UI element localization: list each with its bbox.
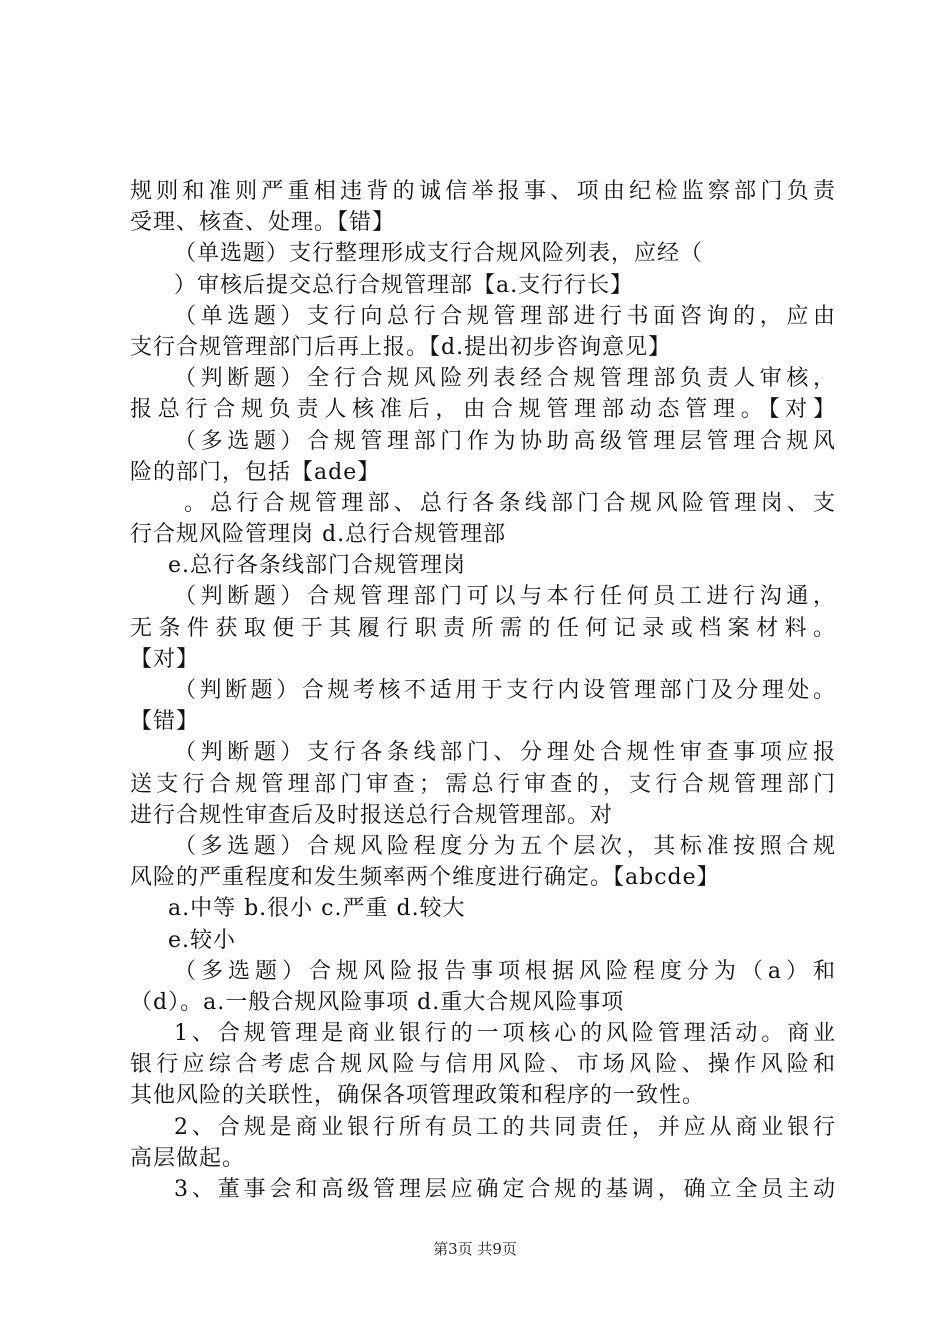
text-line: 送支行合规管理部门审查；需总行审查的，支行合规管理部门 <box>130 771 836 797</box>
text-line: 3、董事会和高级管理层应确定合规的基调，确立全员主动 <box>174 1177 836 1202</box>
text-line: 受理、核查、处理。【错】 <box>130 210 396 236</box>
text-line: 银行应综合考虑合规风险与信用风险、市场风险、操作风险和 <box>130 1052 836 1078</box>
text-line: （多选题）合规风险报告事项根据风险程度分为（a）和 <box>174 958 836 984</box>
text-line: （多选题）合规管理部门作为协助高级管理层管理合规风 <box>174 428 836 454</box>
text-line: 无条件获取便于其履行职责所需的任何记录或档案材料。 <box>130 615 836 641</box>
text-line: 进行合规性审查后及时报送总行合规管理部。对 <box>130 802 614 828</box>
text-line: 行合规风险管理岗 d.总行合规管理部 <box>130 522 507 548</box>
text-line: 规则和准则严重相违背的诚信举报事、项由纪检监察部门负责 <box>130 179 836 204</box>
text-line: 险的部门，包括【ade】 <box>130 459 381 485</box>
text-line: 支行合规管理部门后再上报。【d.提出初步咨询意见】 <box>130 334 672 360</box>
text-line: 【错】 <box>130 709 200 735</box>
text-line: 。总行合规管理部、总行各条线部门合规风险管理岗、支 <box>184 490 836 516</box>
text-line: 1、合规管理是商业银行的一项核心的风险管理活动。商业 <box>174 1021 836 1047</box>
text-line: e.总行各条线部门合规管理岗 <box>168 553 467 579</box>
body-text <box>130 176 836 1205</box>
text-line: 报总行合规负责人核准后，由合规管理部动态管理。【对】 <box>130 397 836 423</box>
text-line: （单选题）支行整理形成支行合规风险列表，应经（ <box>174 241 704 267</box>
text-line: （判断题）支行各条线部门、分理处合规性审查事项应报 <box>174 740 836 766</box>
page-footer: 第3页 共9页 <box>433 1240 517 1258</box>
text-line: a.中等 b.很小 c.严重 d.较大 <box>168 896 466 922</box>
text-line: e.较小 <box>168 927 237 953</box>
text-line: 2、合规是商业银行所有员工的共同责任，并应从商业银行 <box>174 1114 836 1140</box>
text-line: （判断题）合规管理部门可以与本行任何员工进行沟通， <box>174 584 836 610</box>
text-line: 风险的严重程度和发生频率两个维度进行确定。【abcde】 <box>130 865 720 891</box>
text-line: （判断题）全行合规风险列表经合规管理部负责人审核， <box>174 366 836 392</box>
text-line: 高层做起。 <box>130 1145 246 1171</box>
text-line: （多选题）合规风险程度分为五个层次，其标准按照合规 <box>174 833 836 859</box>
text-line: （单选题）支行向总行合规管理部进行书面咨询的，应由 <box>174 303 836 329</box>
text-line: 其他风险的关联性，确保各项管理政策和程序的一致性。 <box>130 1083 706 1109</box>
text-line: （判断题）合规考核不适用于支行内设管理部门及分理处。 <box>174 678 836 703</box>
text-line: ）审核后提交总行合规管理部【a.支行行长】 <box>174 272 634 298</box>
text-line: （d）。a.一般合规风险事项 d.重大合规风险事项 <box>130 989 625 1015</box>
text-line: 【对】 <box>130 646 200 672</box>
